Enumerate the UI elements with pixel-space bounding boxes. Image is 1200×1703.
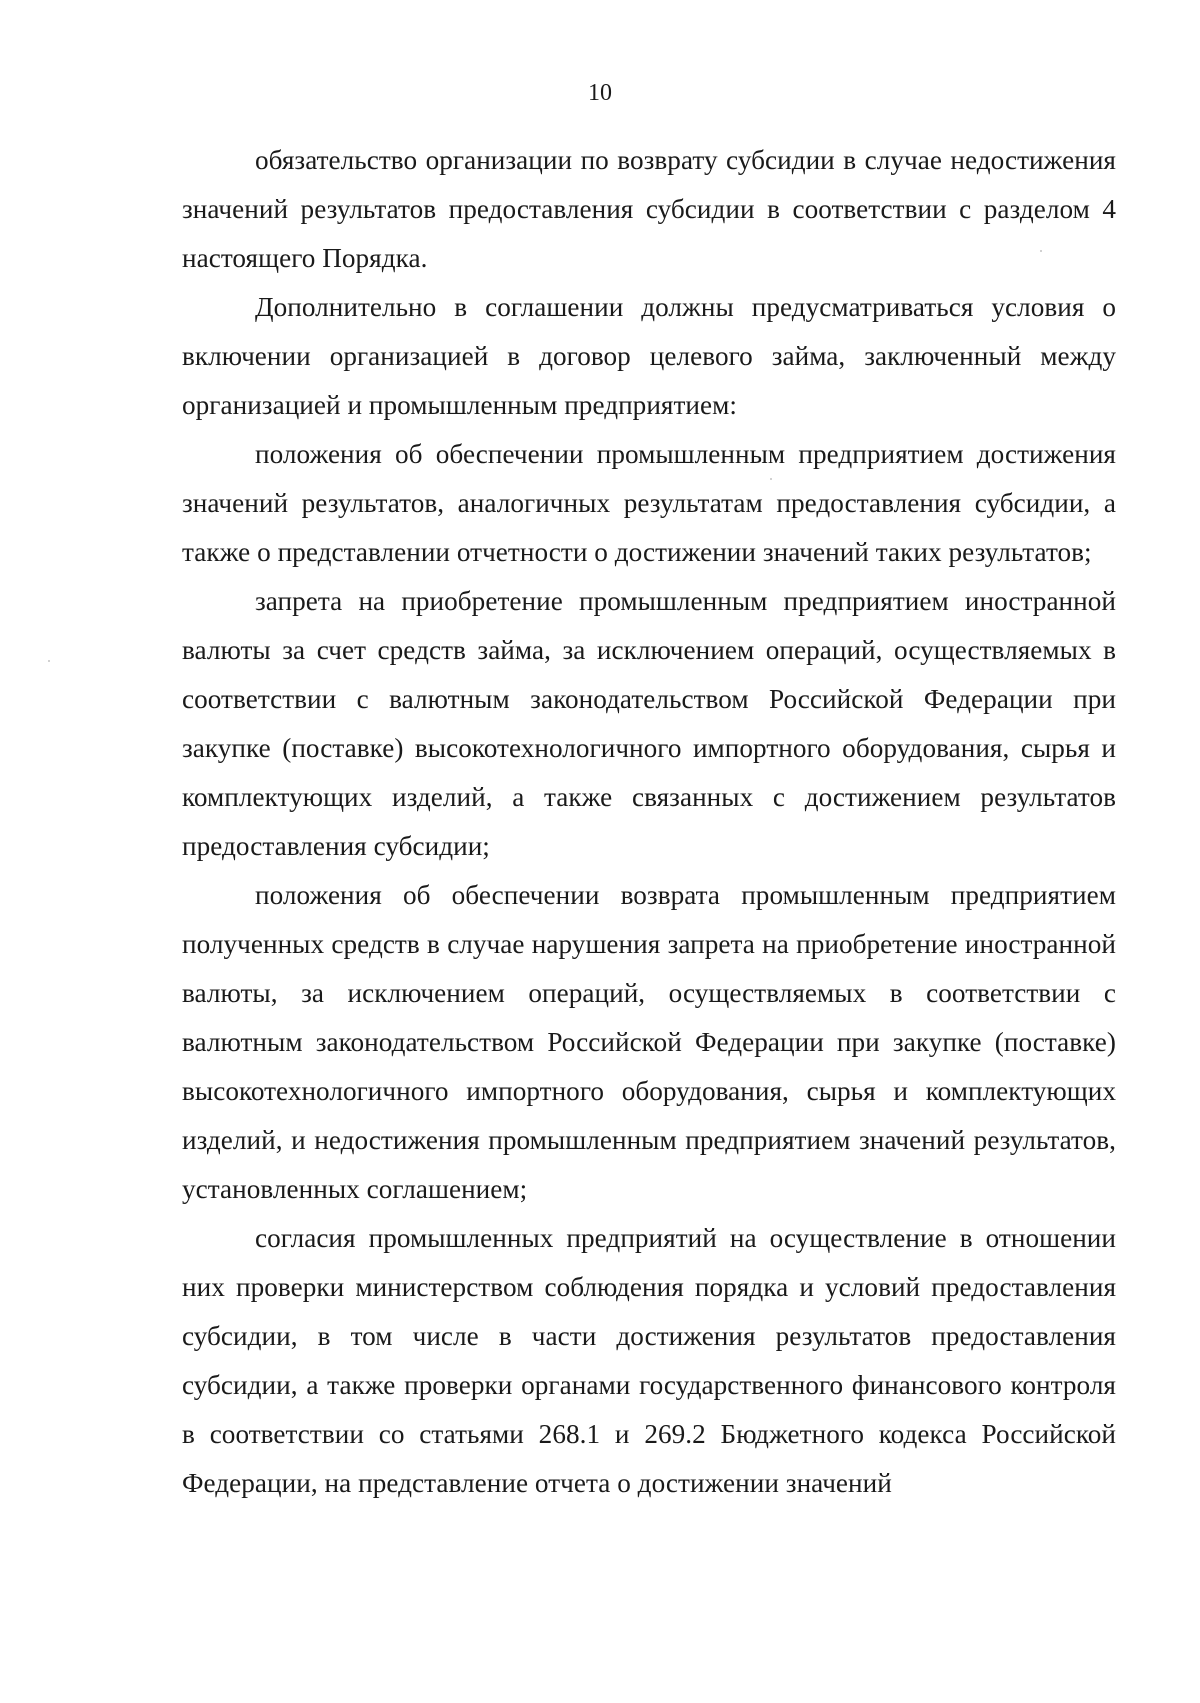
page-number: 10 xyxy=(588,80,612,106)
paragraph-obligation-refund: обязательство организации по возврату субсидии в случае недостижения значений результатов предоставления субсидии в соответствии с разделом 4 настоящего Порядка. xyxy=(182,145,1116,273)
scan-speck xyxy=(48,660,50,662)
paragraph-refund-provision: положения об обеспечении возврата промышленным предприятием полученных средств в случае нарушения запрета на приобретение иностранной валюты, за исключением операций, осуществляемых в соответствии с валютным законодательством Российской Федерации при закупке (поставке) высокотехнологичного импортного оборудования, сырья и комплектующих изделий, и недостижения промышленным предприятием значений результатов, установленных соглашением; xyxy=(182,880,1116,1204)
scan-speck xyxy=(770,478,772,480)
paragraph-inspection-consent: согласия промышленных предприятий на осуществление в отношении них проверки министерством соблюдения порядка и условий предоставления субсидии, в том числе в части достижения результатов предоставления субсидии, а также проверки органами государственного финансового контроля в соответствии со статьями 268.1 и 269.2 Бюджетного кодекса Российской Федерации, на представление отчета о достижении значений xyxy=(182,1223,1116,1498)
paragraph-additional-conditions: Дополнительно в соглашении должны предусматриваться условия о включении организацией в договор целевого займа, заключенный между организацией и промышленным предприятием: xyxy=(182,292,1116,420)
document-body xyxy=(182,136,1116,1508)
paragraph-currency-ban: запрета на приобретение промышленным предприятием иностранной валюты за счет средств займа, за исключением операций, осуществляемых в соответствии с валютным законодательством Российской Федерации при закупке (поставке) высокотехнологичного импортного оборудования, сырья и комплектующих изделий, а также связанных с достижением результатов предоставления субсидии; xyxy=(182,586,1116,861)
scan-speck xyxy=(1040,250,1042,252)
paragraph-results-provision: положения об обеспечении промышленным предприятием достижения значений результатов, аналогичных результатам предоставления субсидии, а также о представлении отчетности о достижении значений таких результатов; xyxy=(182,439,1116,567)
